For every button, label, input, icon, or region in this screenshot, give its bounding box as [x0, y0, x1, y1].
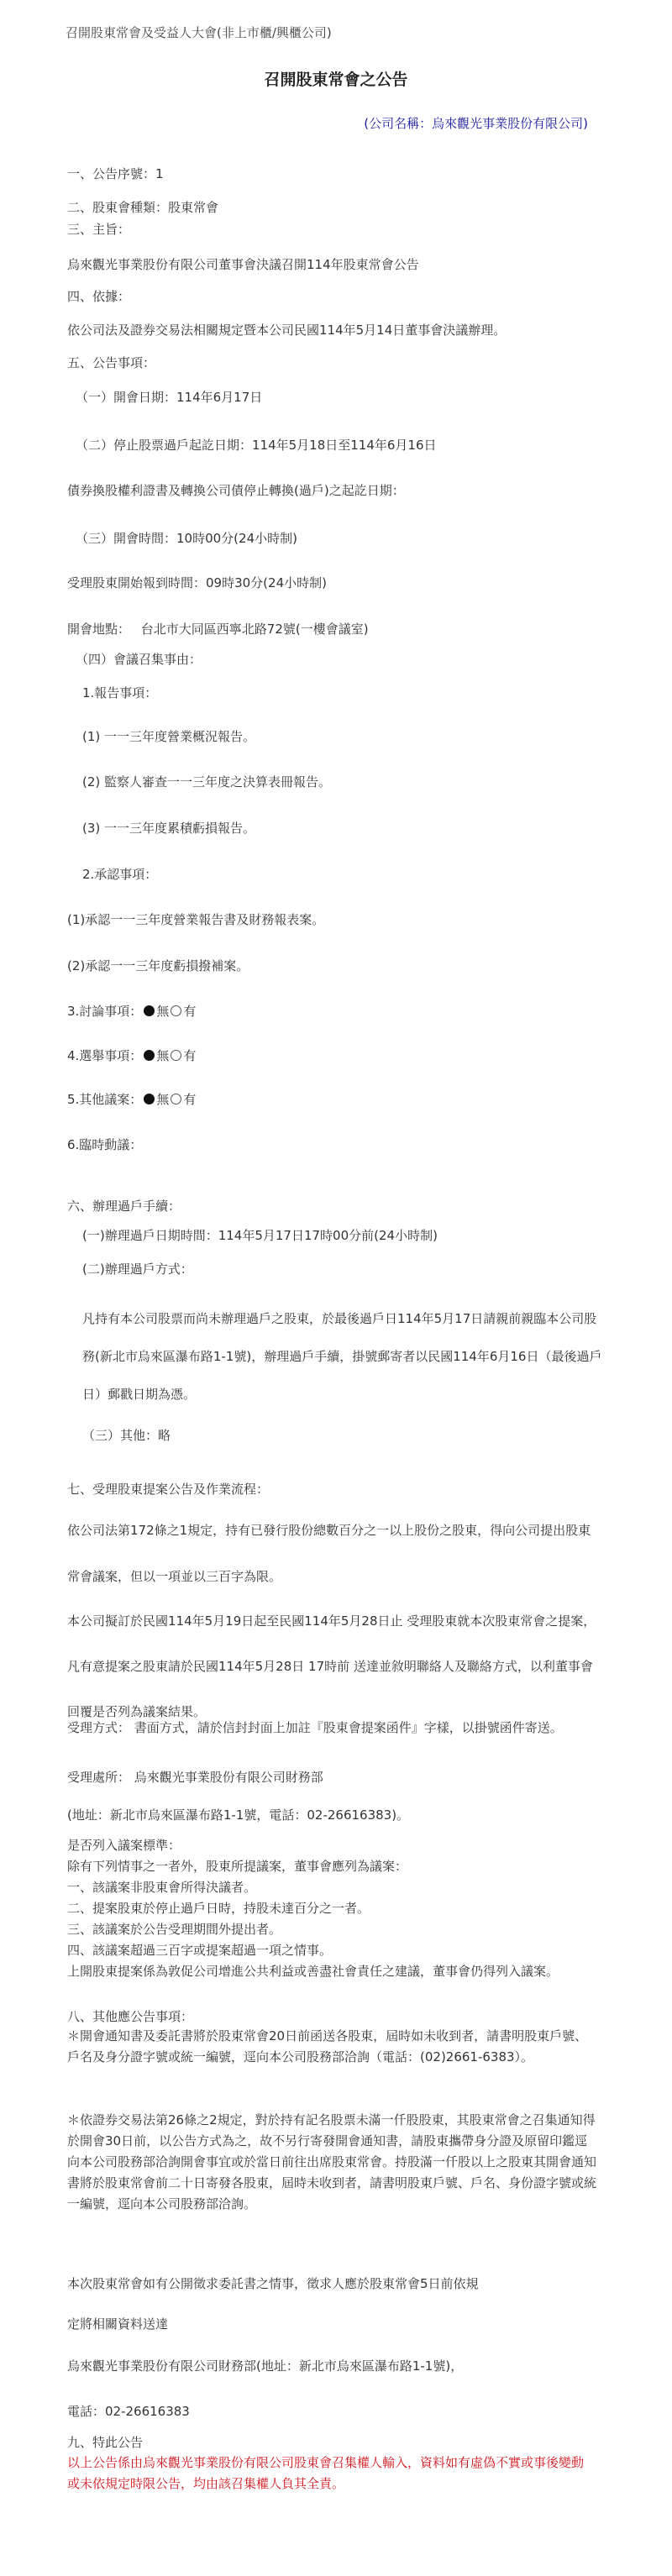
proxy-solicitation-1: 本次股東常會如有公開徵求委託書之情事，徵求人應於股東常會5日前依規 [67, 2276, 479, 2291]
basis-text: 依公司法及證券交易法相關規定暨本公司民國114年5月14日董事會決議辦理。 [67, 323, 507, 338]
basis-heading: 四、依據： [67, 289, 131, 304]
page-title: 召開股東常會之公告 [264, 71, 408, 89]
reasons-heading: （四）會議召集事由： [76, 652, 202, 667]
ratify-item-2: (2)承認一一三年度虧損撥補案。 [67, 958, 249, 973]
receive-address: (地址：新北市烏來區瀑布路1-1號，電話：02-26616383)。 [67, 1807, 410, 1823]
meeting-type: 二、股東會種類：股東常會 [67, 200, 219, 215]
option-yes: 有 [183, 1048, 197, 1063]
receive-method: 受理方式： 書面方式，請於信封封面上加註『股東會提案函件』字樣，以掛號函件寄送。 [67, 1720, 563, 1735]
filled-circle-icon [144, 1005, 155, 1016]
adhoc-motions: 6.臨時動議： [67, 1137, 143, 1152]
contact-phone: 電話：02-26616383 [67, 2404, 190, 2419]
ratify-heading: 2.承認事項： [82, 867, 158, 882]
acceptance-criteria: 是否列入議案標準： 除有下列情事之一者外，股東所提議案，董事會應列為議案： 一、該議案非股東會所得決議者。 二、提案股東於停止過戶日時，持股未達百分之一者。 三、該議案於公告受理期間外提出者。 四、該議案超過三百字或提案超過一項之情事。 上開股東提案係為敦促公司增進公共利益或善盡社會責任之建議，董事會仍得列入議案。 [67, 1838, 559, 1979]
transfer-other: （三）其他：略 [82, 1428, 171, 1443]
empty-circle-icon [171, 1005, 181, 1016]
report-item-1: (1) 一一三年度營業概況報告。 [82, 729, 256, 744]
empty-circle-icon [171, 1050, 181, 1061]
transfer-time: (一)辦理過戶日期時間：114年5月17日17時00分前(24小時制) [82, 1228, 438, 1243]
report-heading: 1.報告事項： [82, 685, 158, 700]
meeting-place-row [67, 620, 369, 637]
election-row [67, 1047, 196, 1064]
transfer-heading: 六、辦理過戶手續： [67, 1199, 181, 1214]
election-label: 4.選舉事項： [67, 1048, 143, 1063]
send-to-address: 烏來觀光事業股份有限公司財務部(地址：新北市烏來區瀑布路1-1號)， [67, 2358, 464, 2374]
subject-text: 烏來觀光事業股份有限公司董事會決議召開114年股東常會公告 [67, 257, 419, 272]
report-item-2: (2) 監察人審查一一三年度之決算表冊報告。 [82, 774, 332, 790]
option-yes: 有 [183, 1004, 197, 1019]
meeting-time: （三）開會時間：10時00分(24小時制) [76, 531, 297, 546]
option-none: 無 [156, 1004, 170, 1019]
option-none: 無 [156, 1048, 170, 1063]
notice-note-1: ＊開會通知書及委託書將於股東常會20日前函送各股東，屆時如未收到者，請書明股東戶號、戶名及身分證字號或統一編號，逕向本公司股務部洽詢（電話：(02)2661-6383）。 [67, 2028, 588, 2064]
discussion-label: 3.討論事項： [67, 1004, 143, 1019]
breadcrumb: 召開股東常會及受益人大會(非上市櫃/興櫃公司) [66, 25, 332, 40]
bond-conversion: 債券換股權利證書及轉換公司債停止轉換(過戶)之起訖日期： [67, 483, 405, 498]
option-yes: 有 [183, 1092, 197, 1107]
meeting-date: （一）開會日期：114年6月17日 [76, 390, 263, 405]
option-none: 無 [156, 1092, 170, 1107]
items-heading: 五、公告事項： [67, 355, 156, 370]
other-notes-heading: 八、其他應公告事項： [67, 2009, 194, 2024]
disclaimer-text: 以上公告係由烏來觀光事業股份有限公司股東會召集權人輸入，資料如有虛偽不實或事後變動或未依規定時限公告，均由該召集權人負其全責。 [67, 2455, 585, 2491]
proposal-period: 本公司擬訂於民國114年5月19日起至民國114年5月28日止 受理股東就本次股東常會之提案，凡有意提案之股東請於民國114年5月28日 17時前 送達並敘明聯絡人及聯絡方式，以利董事會回覆是否列為議案結果。 [67, 1613, 596, 1719]
receive-place: 受理處所： 烏來觀光事業股份有限公司財務部 [67, 1770, 323, 1785]
subject-heading: 三、主旨： [67, 222, 131, 237]
other-motions-row [67, 1090, 196, 1108]
discussion-row [67, 1002, 196, 1020]
notice-note-2: ＊依證券交易法第26條之2規定，對於持有記名股票未滿一仟股股東，其股東常會之召集通知得於開會30日前，以公告方式為之，故不另行寄發開會通知書，請股東攜帶身分證及原留印鑑逕向本公司股務部洽詢開會事宜或於當日前往出席股東常會。持股滿一仟股以上之股東其開會通知書將於股東常會前二十日寄發各股東，屆時未收到者，請書明股東戶號、戶名、身份證字號或統一編號，逕向本公司股務部洽詢。 [67, 2112, 597, 2211]
filled-circle-icon [144, 1094, 155, 1104]
proxy-solicitation-2: 定將相關資料送達 [67, 2316, 169, 2332]
proposal-rule: 依公司法第172條之1規定，持有已發行股份總數百分之一以上股份之股東，得向公司提出股東常會議案，但以一項並以三百字為限。 [67, 1523, 591, 1584]
transfer-method-text: 凡持有本公司股票而尚未辦理過戶之股東，於最後過戶日114年5月17日請親前親臨本公司股務(新北市烏來區瀑布路1-1號)，辦理過戶手續，掛號郵寄者以民國114年6月16日（最後過戶日）郵戳日期為憑。 [82, 1311, 602, 1402]
company-name: (公司名稱：烏來觀光事業股份有限公司) [364, 116, 588, 131]
special-heading: 九、特此公告 [67, 2435, 144, 2450]
filled-circle-icon [144, 1050, 155, 1061]
proposal-heading: 七、受理股東提案公告及作業流程： [67, 1482, 270, 1497]
meeting-place: 台北市大同區西寧北路72號(一樓會議室) [140, 622, 369, 637]
announcement-seq: 一、公告序號：1 [67, 166, 164, 181]
ratify-item-1: (1)承認一一三年度營業報告書及財務報表案。 [67, 912, 325, 927]
stop-transfer-dates: （二）停止股票過戶起訖日期：114年5月18日至114年6月16日 [76, 438, 437, 453]
empty-circle-icon [171, 1094, 181, 1104]
report-item-3: (3) 一一三年度累積虧損報告。 [82, 821, 256, 836]
registration-time: 受理股東開始報到時間：09時30分(24小時制) [67, 575, 327, 590]
meeting-place-label: 開會地點： [67, 622, 131, 637]
transfer-method-heading: (二)辦理過戶方式： [82, 1262, 193, 1277]
other-motions-label: 5.其他議案： [67, 1092, 143, 1107]
